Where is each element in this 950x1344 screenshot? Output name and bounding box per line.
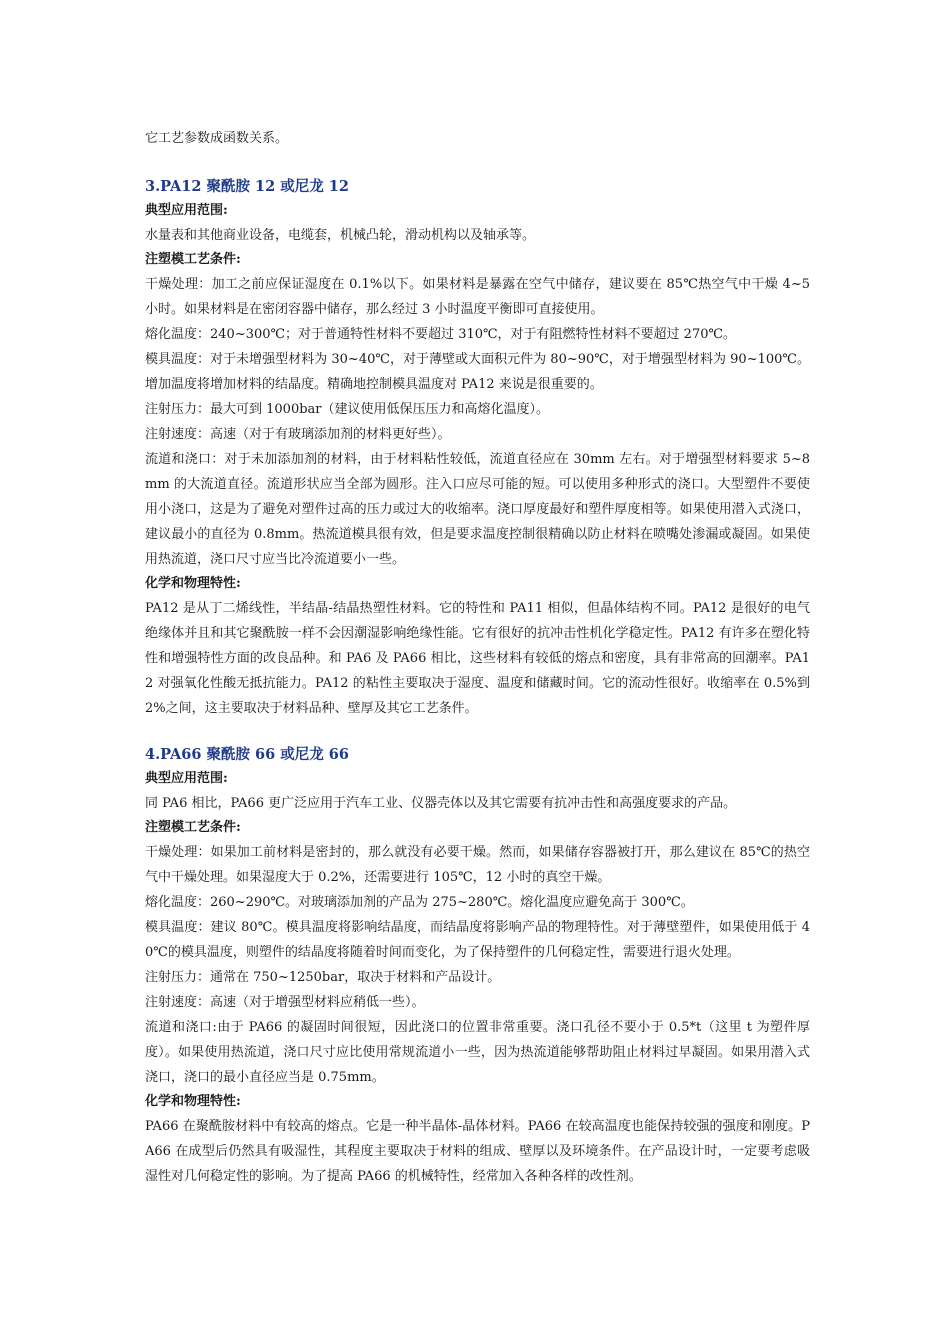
process-heading: 注塑模工艺条件: xyxy=(145,252,241,267)
properties-heading: 化学和物理特性: xyxy=(145,576,241,591)
process-heading: 注塑模工艺条件: xyxy=(145,820,241,835)
injection-pressure-text: 注射压力：通常在 750~1250bar，取决于材料和产品设计。 xyxy=(145,970,501,985)
melt-temp-text: 熔化温度：240~300℃；对于普通特性材料不要超过 310℃，对于有阻燃特性材料不要超过 270℃。 xyxy=(145,327,737,342)
injection-pressure-text: 注射压力：最大可到 1000bar（建议使用低保压压力和高熔化温度）。 xyxy=(145,402,550,417)
mold-temp-text: 模具温度：建议 80℃。模具温度将影响结晶度，而结晶度将影响产品的物理特性。对于薄壁塑件，如果使用低于 40℃的模具温度，则塑件的结晶度将随着时间而变化，为了保持塑件的几何稳定性，需要进行退火处理。 xyxy=(145,920,810,960)
section-pa66 xyxy=(145,743,810,1189)
lead-paragraph: 它工艺参数成函数关系。 xyxy=(145,131,289,146)
application-heading: 典型应用范围: xyxy=(145,771,228,786)
application-text: 水量表和其他商业设备，电缆套，机械凸轮，滑动机构以及轴承等。 xyxy=(145,228,536,243)
injection-speed-text: 注射速度：高速（对于增强型材料应稍低一些）。 xyxy=(145,995,425,1010)
runner-gate-text: 流道和浇口：对于未加添加剂的材料，由于材料粘性较低，流道直径应在 30mm 左右。对于增强型材料要求 5~8mm 的大流道直径。流道形状应当全部为圆形。注入口应尽可能的短。可以使用多种形式的浇口。大型塑件不要使用小浇口，这是为了避免对塑件过高的压力或过大的收缩率。浇口厚度最好和塑件厚度相等。如果使用潜入式浇口，建议最小的直径为 0.8mm。热流道模具很有效，但是要求温度控制很精确以防止材料在喷嘴处渗漏或凝固。如果使用热流道，浇口尺寸应当比冷流道要小一些。 xyxy=(145,452,810,567)
drying-text: 干燥处理：加工之前应保证湿度在 0.1%以下。如果材料是暴露在空气中储存，建议要在 85℃热空气中干燥 4~5 小时。如果材料是在密闭容器中储存，那么经过 3 小时温度平衡即可直接使用。 xyxy=(145,277,810,317)
melt-temp-text: 熔化温度：260~290℃。对玻璃添加剂的产品为 275~280℃。熔化温度应避免高于 300℃。 xyxy=(145,895,694,910)
mold-temp-text: 模具温度：对于未增强型材料为 30~40℃，对于薄壁或大面积元件为 80~90℃，对于增强型材料为 90~100℃。增加温度将增加材料的结晶度。精确地控制模具温度对 PA12 来说是很重要的。 xyxy=(145,352,810,392)
section-pa12 xyxy=(145,175,810,721)
section-title: 3.PA12 聚酰胺 12 或尼龙 12 xyxy=(145,178,349,195)
runner-gate-text: 流道和浇口:由于 PA66 的凝固时间很短，因此浇口的位置非常重要。浇口孔径不要小于 0.5*t（这里 t 为塑件厚度）。如果使用热流道，浇口尺寸应比使用常规流道小一些，因为热流道能够帮助阻止材料过早凝固。如果用潜入式浇口，浇口的最小直径应当是 0.75mm。 xyxy=(145,1020,810,1085)
section-title: 4.PA66 聚酰胺 66 或尼龙 66 xyxy=(145,746,349,763)
properties-text: PA12 是从丁二烯线性，半结晶-结晶热塑性材料。它的特性和 PA11 相似，但晶体结构不同。PA12 是很好的电气绝缘体并且和其它聚酰胺一样不会因潮湿影响绝缘性能。它有很好的抗冲击性机化学稳定性。PA12 有许多在塑化特性和增强特性方面的改良品种。和 PA6 及 PA66 相比，这些材料有较低的熔点和密度，具有非常高的回潮率。PA12 对强氧化性酸无抵抗能力。PA12 的粘性主要取决于湿度、温度和储藏时间。它的流动性很好。收缩率在 0.5%到 2%之间，这主要取决于材料品种、壁厚及其它工艺条件。 xyxy=(145,601,810,716)
properties-heading: 化学和物理特性: xyxy=(145,1094,241,1109)
application-heading: 典型应用范围: xyxy=(145,203,228,218)
application-text: 同 PA6 相比，PA66 更广泛应用于汽车工业、仪器壳体以及其它需要有抗冲击性和高强度要求的产品。 xyxy=(145,796,737,811)
drying-text: 干燥处理：如果加工前材料是密封的，那么就没有必要干燥。然而，如果储存容器被打开，那么建议在 85℃的热空气中干燥处理。如果湿度大于 0.2%，还需要进行 105℃，12 小时的真空干燥。 xyxy=(145,845,810,885)
injection-speed-text: 注射速度：高速（对于有玻璃添加剂的材料更好些）。 xyxy=(145,427,451,442)
document-body xyxy=(145,126,810,1189)
properties-text: PA66 在聚酰胺材料中有较高的熔点。它是一种半晶体-晶体材料。PA66 在较高温度也能保持较强的强度和刚度。PA66 在成型后仍然具有吸湿性，其程度主要取决于材料的组成、壁厚以及环境条件。在产品设计时，一定要考虑吸湿性对几何稳定性的影响。为了提高 PA66 的机械特性，经常加入各种各样的改性剂。 xyxy=(145,1119,810,1184)
